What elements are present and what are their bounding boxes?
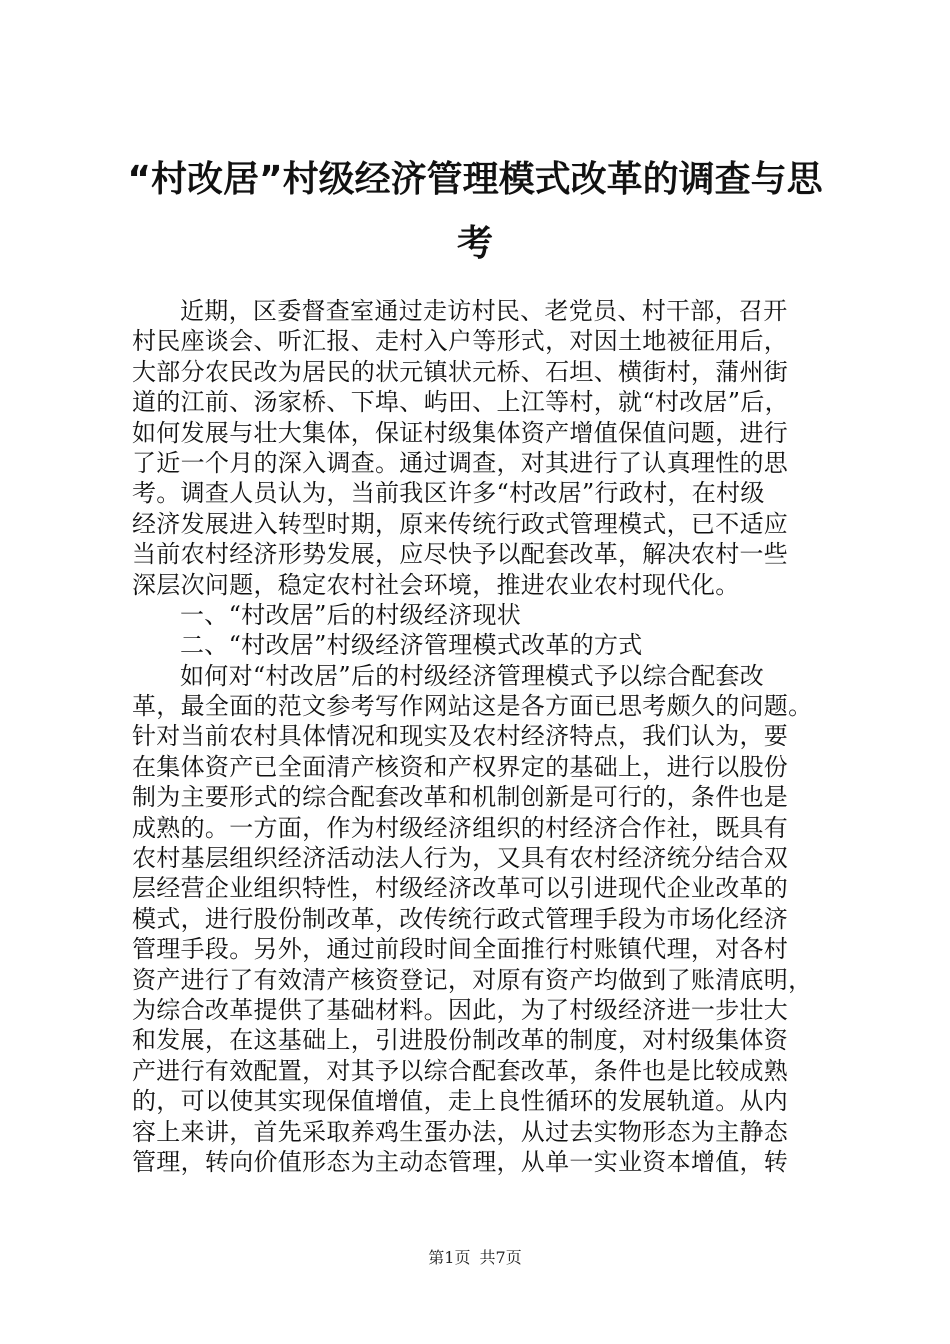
body-text-line: 如何发展与壮大集体，保证村级集体资产增值保值问题，进行 <box>132 418 789 447</box>
body-text-line: 容上来讲，首先采取养鸡生蛋办法，从过去实物形态为主静态 <box>132 1117 789 1146</box>
body-text-line: 如何对“村改居”后的村级经济管理模式予以综合配套改 <box>180 661 765 690</box>
body-text-line: 管理，转向价值形态为主动态管理，从单一实业资本增值，转 <box>132 1147 789 1176</box>
body-text-line: 深层次问题，稳定农村社会环境，推进农业农村现代化。 <box>132 570 740 599</box>
body-text-line: 制为主要形式的综合配套改革和机制创新是可行的，条件也是 <box>132 783 789 812</box>
page-total: 共7页 <box>479 1248 522 1267</box>
body-text-line: 革，最全面的范文参考写作网站这是各方面已思考颇久的问题。 <box>132 692 813 721</box>
body-text-line: 管理手段。另外，通过前段时间全面推行村账镇代理，对各村 <box>132 935 789 964</box>
document-title-continued: 考 <box>456 223 493 264</box>
body-text-line: 和发展，在这基础上，引进股份制改革的制度，对村级集体资 <box>132 1026 789 1055</box>
body-text-line: 的，可以使其实现保值增值，走上良性循环的发展轨道。从内 <box>132 1087 789 1116</box>
body-text-line: 二、“村改居”村级经济管理模式改革的方式 <box>180 631 643 660</box>
document-title: “村改居”村级经济管理模式改革的调查与思 <box>127 159 823 200</box>
body-text-line: 当前农村经济形势发展，应尽快予以配套改革，解决农村一些 <box>132 540 789 569</box>
body-text-line: 农村基层组织经济活动法人行为，又具有农村经济统分结合双 <box>132 844 789 873</box>
page-number: 第1页 <box>428 1248 471 1267</box>
document-body <box>132 296 832 1177</box>
body-text-line: 一、“村改居”后的村级经济现状 <box>180 600 522 629</box>
page-footer <box>0 1246 950 1270</box>
body-text-line: 近期，区委督查室通过走访村民、老党员、村干部，召开 <box>180 297 788 325</box>
body-text-line: 模式，进行股份制改革，改传统行政式管理手段为市场化经济 <box>132 904 789 933</box>
body-text-line: 层经营企业组织特性，村级经济改革可以引进现代企业改革的 <box>132 874 789 903</box>
body-text-line: 了近一个月的深入调查。通过调查，对其进行了认真理性的思 <box>132 448 789 477</box>
body-text-line: 经济发展进入转型时期，原来传统行政式管理模式，已不适应 <box>132 509 789 538</box>
body-text-line: 为综合改革提供了基础材料。因此，为了村级经济进一步壮大 <box>132 995 789 1024</box>
body-text-line: 在集体资产已全面清产核资和产权界定的基础上，进行以股份 <box>132 752 789 781</box>
body-text-line: 针对当前农村具体情况和现实及农村经济特点，我们认为，要 <box>132 722 789 751</box>
body-text-line: 道的江前、汤家桥、下埠、屿田、上江等村，就“村改居”后， <box>132 388 789 417</box>
body-text-line: 产进行有效配置，对其予以综合配套改革，条件也是比较成熟 <box>132 1056 789 1085</box>
body-text-line: 考。调查人员认为，当前我区许多“村改居”行政村，在村级 <box>132 479 765 508</box>
body-text-line: 资产进行了有效清产核资登记，对原有资产均做到了账清底明， <box>132 965 813 994</box>
body-text-line: 大部分农民改为居民的状元镇状元桥、石坦、横街村，蒲州街 <box>132 357 789 386</box>
body-text-line: 成熟的。一方面，作为村级经济组织的村经济合作社，既具有 <box>132 813 789 842</box>
body-text-line: 村民座谈会、听汇报、走村入户等形式，对因土地被征用后， <box>132 327 789 356</box>
